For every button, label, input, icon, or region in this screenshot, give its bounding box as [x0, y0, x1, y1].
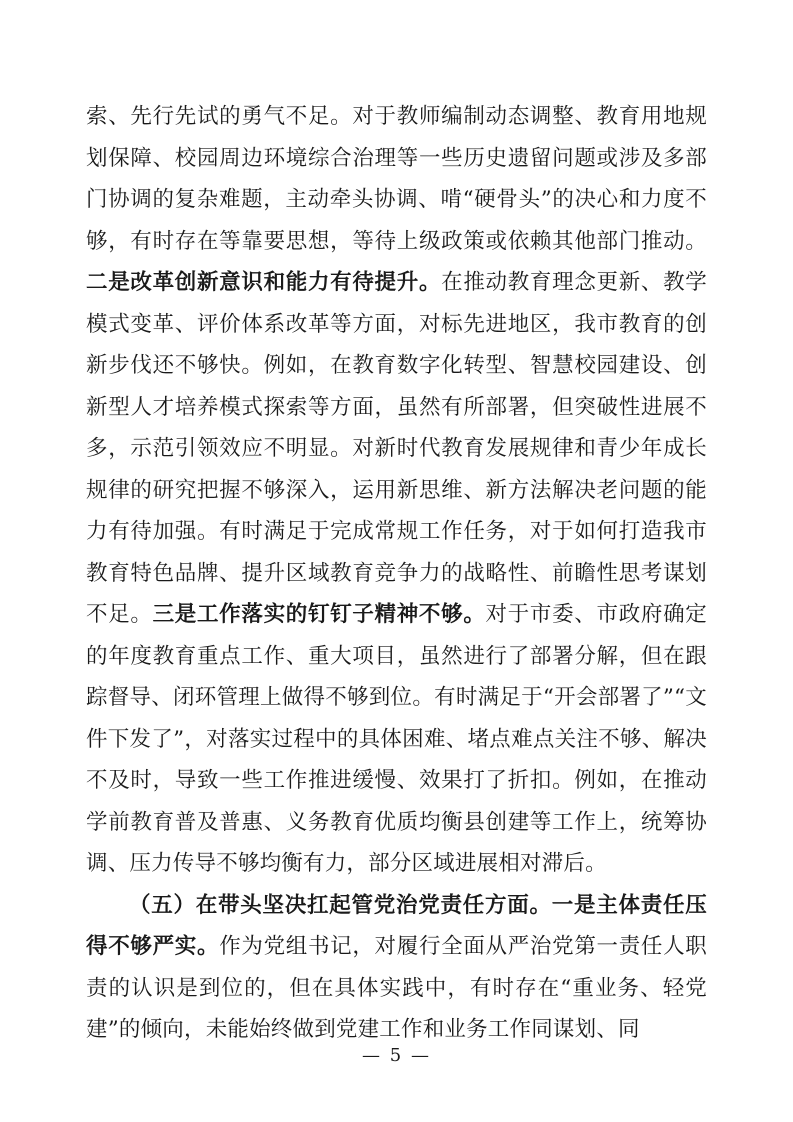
text-run: 索、先行先试的勇气不足。对于教师编制动态调整、教育用地规划保障、校园周边环境综合治理等一些历史遗留问题或涉及多部门协调的复杂难题，主动牵头协调、啃“硬骨头”的决心和力度不够，有时存在等靠要思想，等待上级政策或依赖其他部门推动。: [86, 104, 707, 254]
text-run: 在推动教育理念更新、教学模式变革、评价体系改革等方面，对标先进地区，我市教育的创新步伐还不够快。例如，在教育数字化转型、智慧校园建设、创新型人才培养模式探索等方面，虽然有所部署，但突破性进展不多，示范引领效应不明显。对新时代教育发展规律和青少年成长规律的研究把握不够深入，运用新思维、新方法解决老问题的能力有待加强。有时满足于完成常规工作任务，对于如何打造我市教育特色品牌、提升区域教育竞争力的战略性、前瞻性思考谋划不足。: [86, 270, 707, 627]
text-run-emphasis: （五）在带头坚决扛起管党治党责任方面。一是主体责任压得不够严实。: [86, 892, 707, 959]
text-run-emphasis: 二是改革创新意识和能力有待提升。: [86, 270, 442, 295]
document-body: [86, 96, 707, 1051]
page-number: — 5 —: [362, 1045, 431, 1066]
text-run: 对于市委、市政府确定的年度教育重点工作、重大项目，虽然进行了部署分解，但在跟踪督导、闭环管理上做得不够到位。有时满足于“开会部署了”“文件下发了”，对落实过程中的具体困难、堵点难点关注不够、解决不及时，导致一些工作推进缓慢、效果打了折扣。例如，在推动学前教育普及普惠、义务教育优质均衡县创建等工作上，统筹协调、压力传导不够均衡有力，部分区域进展相对滞后。: [86, 602, 707, 876]
paragraph-continued: [86, 96, 707, 885]
paragraph-section-five: [86, 885, 707, 1051]
text-run-emphasis: 三是工作落实的钉钉子精神不够。: [152, 602, 486, 627]
text-run: 作为党组书记，对履行全面从严治党第一责任人职责的认识是到位的，但在具体实践中，有时存在“重业务、轻党建”的倾向，未能始终做到党建工作和业务工作同谋划、同: [86, 934, 708, 1042]
